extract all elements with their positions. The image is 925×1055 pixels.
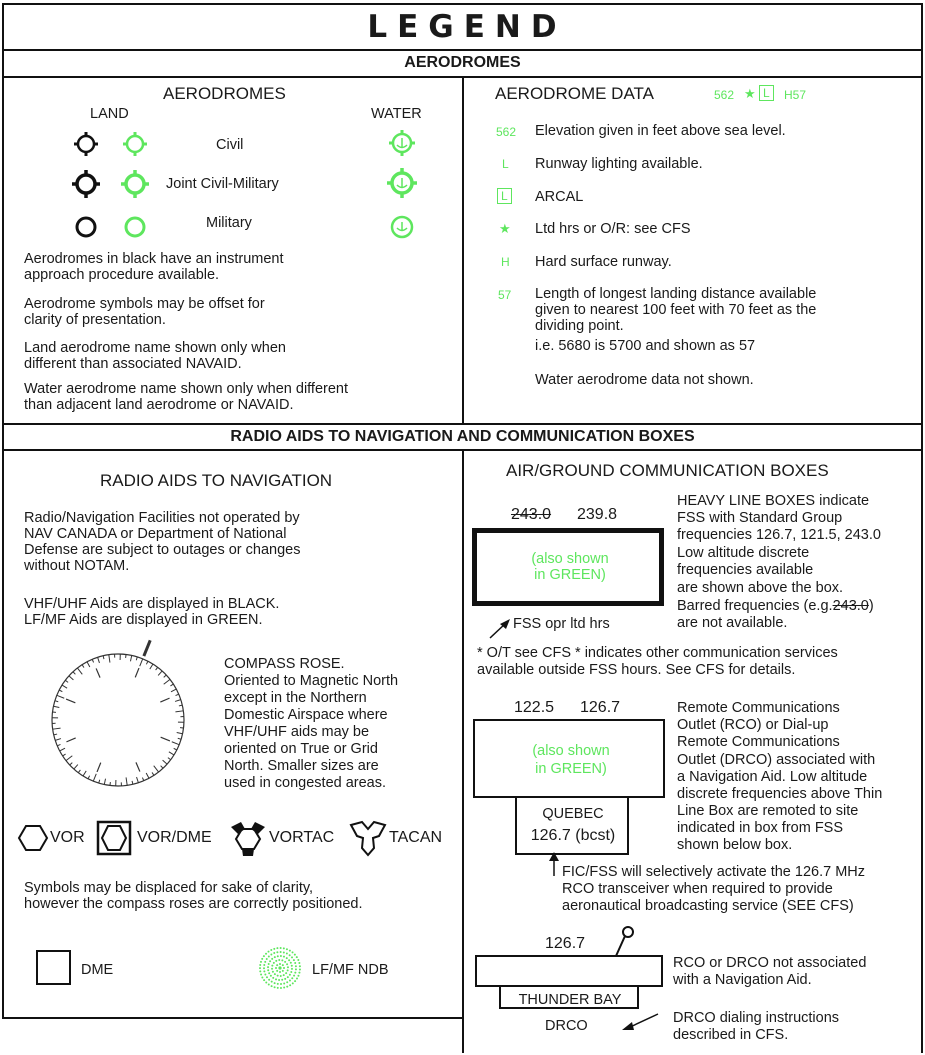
desc-arcal: ARCAL (535, 189, 584, 205)
rco-desc-4: Outlet (DRCO) associated with (677, 752, 876, 768)
military-land-green-icon (122, 214, 148, 240)
aerodrome-note-3b: different than associated NAVAID. (24, 356, 242, 372)
sym-arcal: L (497, 188, 512, 204)
desc-elevation: Elevation given in feet above sea level. (535, 123, 786, 139)
rco-site-name: QUEBEC (542, 806, 604, 822)
aerodrome-note-1b: approach procedure available. (24, 267, 220, 283)
dme-label: DME (81, 962, 114, 978)
aerodromes-heading: AERODROMES (163, 84, 286, 103)
row-joint-label: Joint Civil-Military (166, 176, 279, 192)
heavy-desc-4: Low altitude discrete (677, 545, 810, 561)
ndb-label: LF/MF NDB (312, 962, 389, 978)
radio-para3-2: however the compass roses are correctly positioned. (24, 896, 363, 912)
rule-above-radio-bar (2, 423, 923, 425)
aerodrome-note-1a: Aerodromes in black have an instrument (24, 251, 284, 267)
rco-site-freq: 126.7 (bcst) (530, 827, 616, 844)
drco-desc-1: RCO or DRCO not associated (673, 955, 867, 971)
sym-ltd-hrs: ★ (499, 221, 511, 236)
ot-note-2: available outside FSS hours. See CFS for details. (477, 662, 796, 678)
radio-para1-2: NAV CANADA or Department of National (24, 526, 287, 542)
aerodrome-note-4a: Water aerodrome name shown only when different (24, 381, 349, 397)
radio-para1-3: Defense are subject to outages or changes (24, 542, 301, 558)
heavy-desc-6: are shown above the box. (677, 580, 844, 596)
sample-elevation: 562 (714, 88, 735, 102)
row-civil-label: Civil (216, 137, 244, 153)
heavy-desc-3: frequencies 126.7, 121.5, 243.0 (677, 527, 881, 543)
sym-landing-length: 57 (498, 288, 512, 302)
legend-title: LEGEND (367, 9, 567, 45)
joint-water-icon (386, 167, 418, 199)
vor-dme-label: VOR/DME (137, 829, 212, 846)
rco-freq-2: 126.7 (580, 699, 621, 716)
drco-desc-2: with a Navigation Aid. (673, 972, 812, 988)
aerodrome-note-4b: than adjacent land aerodrome or NAVAID. (24, 397, 294, 413)
radio-para1-1: Radio/Navigation Facilities not operated by (24, 510, 300, 526)
barred-freq: 243.0 (832, 598, 869, 614)
compass-text-8: used in congested areas. (224, 775, 387, 791)
radio-para1-4: without NOTAM. (24, 558, 130, 574)
compass-text-4: Domestic Airspace where (224, 707, 388, 723)
rule-bottom-left (2, 1017, 463, 1019)
drco-freq: 126.7 (545, 935, 586, 952)
drco-dial-1: DRCO dialing instructions (673, 1010, 840, 1026)
desc-ltd-hrs: Ltd hrs or O/R: see CFS (535, 221, 691, 237)
dme-icon (36, 950, 72, 986)
sample-lighting-box: L (759, 85, 774, 101)
civil-land-black-icon (72, 130, 100, 158)
drco-arrow-icon (620, 1012, 660, 1032)
aerodrome-note-2b: clarity of presentation. (24, 312, 166, 328)
heavy-desc-barred (677, 598, 874, 614)
civil-land-green-icon (121, 130, 149, 158)
rco-box-inside-1: (also shown (532, 743, 610, 759)
drco-antenna-icon (610, 924, 640, 958)
aerodrome-data-heading: AERODROME DATA (495, 84, 654, 103)
heavy-desc-5: frequencies available (677, 562, 814, 578)
desc-landing-length-3: dividing point. (535, 318, 624, 334)
rco-desc-1: Remote Communications (677, 700, 840, 716)
drco-label: DRCO (545, 1018, 588, 1034)
fic-arrow-icon (548, 852, 560, 876)
fic-note-2: RCO transceiver when required to provide (562, 881, 833, 897)
compass-text-7: North. Smaller sizes are (224, 758, 379, 774)
rco-desc-2: Outlet (RCO) or Dial-up (677, 717, 829, 733)
rco-freq-1: 122.5 (514, 699, 555, 716)
civil-water-icon (387, 128, 417, 158)
desc-landing-length-2: given to nearest 100 feet with 70 feet as the (535, 302, 817, 318)
sym-elevation: 562 (496, 125, 517, 139)
rco-desc-9: shown below box. (677, 837, 793, 853)
heavy-below-label: FSS opr ltd hrs (513, 616, 610, 632)
desc-lighting: Runway lighting available. (535, 156, 703, 172)
desc-landing-length-4: i.e. 5680 is 5700 and shown as 57 (535, 338, 756, 354)
radio-comm-bar: RADIO AIDS TO NAVIGATION AND COMMUNICATION BOXES (230, 428, 695, 445)
vor-label: VOR (50, 829, 85, 846)
drco-dial-2: described in CFS. (673, 1027, 789, 1043)
joint-land-green-icon (119, 168, 151, 200)
compass-text-6: oriented on True or Grid (224, 741, 378, 757)
drco-name: THUNDER BAY (518, 992, 622, 1008)
heavy-desc-1: HEAVY LINE BOXES indicate (677, 493, 870, 509)
heavy-arrow-icon (488, 618, 512, 640)
frame-top (2, 3, 923, 5)
sym-hard-surface: H (501, 255, 510, 269)
heavy-desc-last: are not available. (677, 615, 788, 631)
vortac-icon (229, 821, 267, 857)
ot-note-1: * O/T see CFS * indicates other communication services (477, 645, 838, 661)
heavy-freq-barred: 243.0 (511, 506, 552, 523)
fic-note-1: FIC/FSS will selectively activate the 126.7 MHz (562, 864, 865, 880)
vor-dme-icon (97, 821, 131, 855)
rco-box-inside-2: in GREEN) (535, 761, 607, 777)
heavy-desc-2: FSS with Standard Group (677, 510, 843, 526)
ndb-icon (257, 945, 303, 991)
water-label: WATER (371, 106, 422, 122)
compass-text-1: COMPASS ROSE. (224, 656, 345, 672)
frame-right (921, 3, 923, 1053)
rco-desc-3: Remote Communications (677, 734, 840, 750)
land-label: LAND (90, 106, 129, 122)
vortac-label: VORTAC (269, 829, 335, 846)
water-data-note: Water aerodrome data not shown. (535, 372, 754, 388)
compass-text-5: VHF/UHF aids may be (224, 724, 370, 740)
heavy-box-inside-2: in GREEN) (534, 567, 606, 583)
military-water-icon (389, 214, 415, 240)
desc-landing-length-1: Length of longest landing distance available (535, 286, 817, 302)
radio-para2-1: VHF/UHF Aids are displayed in BLACK. (24, 596, 280, 612)
sym-lighting: L (502, 157, 509, 171)
aerodrome-note-2a: Aerodrome symbols may be offset for (24, 296, 265, 312)
compass-text-3: except in the Northern (224, 690, 367, 706)
rco-desc-5: a Navigation Aid. Low altitude (677, 769, 868, 785)
rco-desc-8: indicated in box from FSS (677, 820, 844, 836)
vor-icon (18, 824, 48, 852)
fic-note-3: aeronautical broadcasting service (SEE CFS) (562, 898, 854, 914)
rco-desc-7: Line Box are remoted to site (677, 803, 859, 819)
tacan-icon (349, 821, 387, 857)
drco-box (475, 955, 663, 987)
compass-text-2: Oriented to Magnetic North (224, 673, 399, 689)
heavy-box-inside-1: (also shown (531, 551, 609, 567)
sample-runway: H57 (784, 88, 807, 102)
desc-hard-surface: Hard surface runway. (535, 254, 672, 270)
row-military-label: Military (206, 215, 252, 231)
frame-left (2, 3, 4, 1018)
comm-boxes-heading: AIR/GROUND COMMUNICATION BOXES (506, 461, 829, 480)
barred-prefix: Barred frequencies (e.g. (677, 598, 833, 614)
sample-star: ★ (744, 86, 756, 101)
aerodrome-note-3a: Land aerodrome name shown only when (24, 340, 286, 356)
radio-aids-heading: RADIO AIDS TO NAVIGATION (100, 471, 333, 490)
divider-bottom (462, 450, 464, 1053)
heavy-freq: 239.8 (577, 506, 618, 523)
radio-para3-1: Symbols may be displaced for sake of clarity, (24, 880, 314, 896)
rco-desc-6: discrete frequencies above Thin (677, 786, 883, 802)
rule-under-title (2, 49, 923, 51)
divider-top (462, 77, 464, 423)
tacan-label: TACAN (389, 829, 443, 846)
military-land-black-icon (73, 214, 99, 240)
joint-land-black-icon (70, 168, 102, 200)
radio-para2-2: LF/MF Aids are displayed in GREEN. (24, 612, 263, 628)
compass-rose-icon (38, 640, 198, 800)
barred-suffix: ) (868, 598, 874, 614)
aerodromes-bar: AERODROMES (404, 54, 521, 71)
